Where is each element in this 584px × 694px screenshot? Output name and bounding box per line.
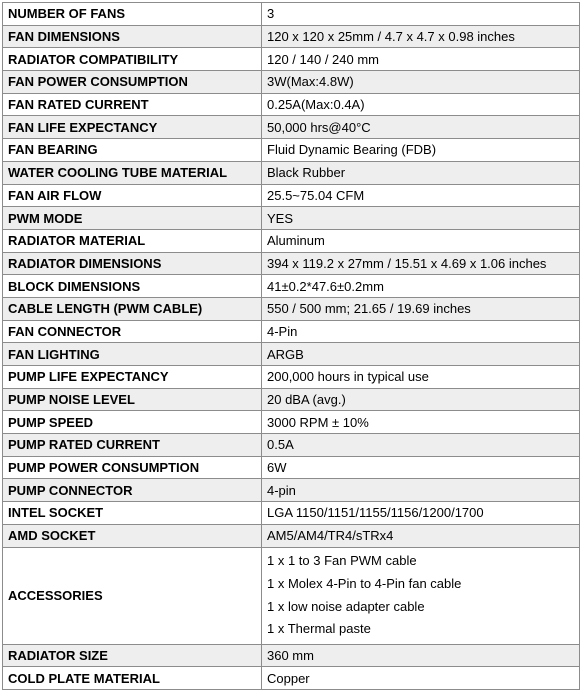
spec-row-pump-rated-current bbox=[3, 434, 580, 457]
spec-value: 550 / 500 mm; 21.65 / 19.69 inches bbox=[262, 297, 580, 320]
spec-row-pump-noise-level bbox=[3, 388, 580, 411]
spec-value: 0.5A bbox=[262, 434, 580, 457]
spec-label: PWM MODE bbox=[3, 207, 262, 230]
spec-row-fan-dimensions bbox=[3, 25, 580, 48]
spec-row-amd-socket bbox=[3, 524, 580, 547]
spec-row-accessories bbox=[3, 547, 580, 644]
spec-row-fan-bearing bbox=[3, 139, 580, 162]
spec-value: 200,000 hours in typical use bbox=[262, 366, 580, 389]
spec-label: ACCESSORIES bbox=[3, 547, 262, 644]
spec-value: AM5/AM4/TR4/sTRx4 bbox=[262, 524, 580, 547]
spec-value: 3 bbox=[262, 3, 580, 26]
spec-label: FAN DIMENSIONS bbox=[3, 25, 262, 48]
spec-value: 120 / 140 / 240 mm bbox=[262, 48, 580, 71]
spec-label: PUMP POWER CONSUMPTION bbox=[3, 456, 262, 479]
spec-row-radiator-material bbox=[3, 229, 580, 252]
spec-value: 41±0.2*47.6±0.2mm bbox=[262, 275, 580, 298]
spec-value: 25.5~75.04 CFM bbox=[262, 184, 580, 207]
spec-label: PUMP RATED CURRENT bbox=[3, 434, 262, 457]
spec-row-intel-socket bbox=[3, 502, 580, 525]
spec-row-fan-air-flow bbox=[3, 184, 580, 207]
spec-label: FAN POWER CONSUMPTION bbox=[3, 71, 262, 94]
spec-label: RADIATOR DIMENSIONS bbox=[3, 252, 262, 275]
accessory-item: 1 x Molex 4-Pin to 4-Pin fan cable bbox=[267, 575, 462, 591]
spec-label: PUMP LIFE EXPECTANCY bbox=[3, 366, 262, 389]
spec-value: 4-pin bbox=[262, 479, 580, 502]
spec-row-radiator-dimensions bbox=[3, 252, 580, 275]
spec-row-number-of-fans bbox=[3, 3, 580, 26]
spec-value: 394 x 119.2 x 27mm / 15.51 x 4.69 x 1.06 inches bbox=[262, 252, 580, 275]
spec-row-radiator-size bbox=[3, 644, 580, 667]
spec-value: 6W bbox=[262, 456, 580, 479]
spec-row-pwm-mode bbox=[3, 207, 580, 230]
spec-label: CABLE LENGTH (PWM CABLE) bbox=[3, 297, 262, 320]
spec-label: FAN LIGHTING bbox=[3, 343, 262, 366]
accessory-item: 1 x 1 to 3 Fan PWM cable bbox=[267, 553, 417, 569]
spec-value: 50,000 hrs@40°C bbox=[262, 116, 580, 139]
spec-label: FAN BEARING bbox=[3, 139, 262, 162]
spec-value: 360 mm bbox=[262, 644, 580, 667]
spec-value: ARGB bbox=[262, 343, 580, 366]
spec-row-fan-rated-current bbox=[3, 93, 580, 116]
spec-row-fan-power-consumption bbox=[3, 71, 580, 94]
spec-table bbox=[2, 2, 580, 690]
spec-label: COLD PLATE MATERIAL bbox=[3, 667, 262, 690]
spec-label: RADIATOR SIZE bbox=[3, 644, 262, 667]
spec-row-radiator-compatibility bbox=[3, 48, 580, 71]
spec-label: FAN RATED CURRENT bbox=[3, 93, 262, 116]
spec-value: YES bbox=[262, 207, 580, 230]
spec-label: NUMBER OF FANS bbox=[3, 3, 262, 26]
spec-value: LGA 1150/1151/1155/1156/1200/1700 bbox=[262, 502, 580, 525]
spec-value: 4-Pin bbox=[262, 320, 580, 343]
accessory-item: 1 x low noise adapter cable bbox=[267, 598, 425, 614]
spec-label: FAN LIFE EXPECTANCY bbox=[3, 116, 262, 139]
spec-row-pump-connector bbox=[3, 479, 580, 502]
spec-label: INTEL SOCKET bbox=[3, 502, 262, 525]
spec-value: Black Rubber bbox=[262, 161, 580, 184]
spec-row-fan-lighting bbox=[3, 343, 580, 366]
spec-value: 20 dBA (avg.) bbox=[262, 388, 580, 411]
accessory-item: 1 x Thermal paste bbox=[267, 621, 371, 637]
spec-value: Fluid Dynamic Bearing (FDB) bbox=[262, 139, 580, 162]
spec-value: 0.25A(Max:0.4A) bbox=[262, 93, 580, 116]
spec-value: 3W(Max:4.8W) bbox=[262, 71, 580, 94]
spec-label: WATER COOLING TUBE MATERIAL bbox=[3, 161, 262, 184]
spec-label: RADIATOR MATERIAL bbox=[3, 229, 262, 252]
spec-row-fan-connector bbox=[3, 320, 580, 343]
spec-row-water-cooling-tube-material bbox=[3, 161, 580, 184]
spec-label: AMD SOCKET bbox=[3, 524, 262, 547]
spec-value-list bbox=[262, 547, 580, 644]
spec-row-cold-plate-material bbox=[3, 667, 580, 690]
spec-label: PUMP SPEED bbox=[3, 411, 262, 434]
spec-value: 120 x 120 x 25mm / 4.7 x 4.7 x 0.98 inches bbox=[262, 25, 580, 48]
spec-value: Aluminum bbox=[262, 229, 580, 252]
spec-label: BLOCK DIMENSIONS bbox=[3, 275, 262, 298]
spec-label: FAN CONNECTOR bbox=[3, 320, 262, 343]
spec-label: PUMP CONNECTOR bbox=[3, 479, 262, 502]
spec-row-pump-power-consumption bbox=[3, 456, 580, 479]
spec-row-cable-length bbox=[3, 297, 580, 320]
spec-value: 3000 RPM ± 10% bbox=[262, 411, 580, 434]
spec-row-fan-life-expectancy bbox=[3, 116, 580, 139]
spec-label: FAN AIR FLOW bbox=[3, 184, 262, 207]
spec-row-block-dimensions bbox=[3, 275, 580, 298]
spec-value: Copper bbox=[262, 667, 580, 690]
spec-row-pump-life-expectancy bbox=[3, 366, 580, 389]
spec-label: RADIATOR COMPATIBILITY bbox=[3, 48, 262, 71]
spec-label: PUMP NOISE LEVEL bbox=[3, 388, 262, 411]
spec-row-pump-speed bbox=[3, 411, 580, 434]
